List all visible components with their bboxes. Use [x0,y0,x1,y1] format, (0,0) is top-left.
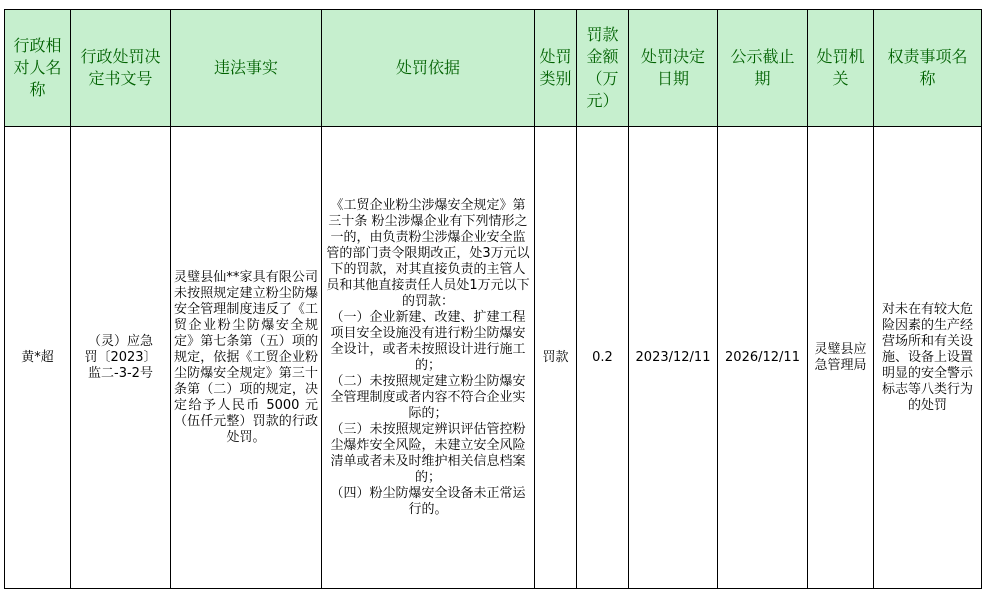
cell-publicity-deadline[interactable] [718,127,808,589]
cell-basis[interactable] [322,127,535,589]
basis-line: （四）粉尘防爆安全设备未正常运行的。 [330,485,526,517]
publicity-deadline: 2026/12/11 [725,349,800,365]
responsibility-matter: 对未在有较大危险因素的生产经营场所和有关设施、设备上设置明显的安全警示标志等八类行为的处罚 [881,301,973,413]
table-row [5,127,982,589]
header-category[interactable]: 处罚类别 [535,10,577,127]
basis-line: （一）企业新建、改建、扩建工程项目安全设施没有进行粉尘防爆安全设计，或者未按照设计进行施工的； [330,309,526,373]
decision-date: 2023/12/11 [635,349,711,365]
penalty-table [4,9,982,589]
header-publicity-deadline[interactable]: 公示截止期 [718,10,808,127]
header-authority[interactable]: 处罚机关 [808,10,874,127]
cell-party[interactable] [5,127,71,589]
header-decision-date[interactable]: 处罚决定日期 [629,10,718,127]
cell-authority[interactable] [808,127,874,589]
header-matter[interactable]: 权责事项名称 [874,10,982,127]
cell-category[interactable] [535,127,577,589]
basis-line: （二）未按照规定建立粉尘防爆安全管理制度或者内容不符合企业实际的； [330,373,526,421]
decision-doc-number: （灵）应急罚〔2023〕监二-3-2号 [84,333,157,381]
cell-doc-no[interactable] [71,127,171,589]
penalty-authority: 灵璧县应急管理局 [814,341,867,373]
header-party[interactable]: 行政相对人名称 [5,10,71,127]
header-basis[interactable]: 处罚依据 [322,10,535,127]
penalty-category: 罚款 [542,349,569,365]
penalty-basis [322,198,534,518]
cell-amount[interactable] [577,127,629,589]
cell-decision-date[interactable] [629,127,718,589]
party-name: 黄*超 [21,349,54,365]
header-amount[interactable]: 罚款金额（万元） [577,10,629,127]
cell-matter[interactable] [874,127,982,589]
basis-line: 《工贸企业粉尘涉爆安全规定》第三十条 粉尘涉爆企业有下列情形之一的，由负责粉尘涉爆企业安全监管的部门责令限期改正，处3万元以下的罚款，对其直接负责的主管人员和其他直接责任人员处1万元以下的罚款： [326,197,530,309]
header-facts[interactable]: 违法事实 [171,10,322,127]
fine-amount: 0.2 [592,349,613,365]
basis-line: （三）未按照规定辨识评估管控粉尘爆炸安全风险，未建立安全风险清单或者未及时维护相关信息档案的； [330,421,526,485]
violation-facts: 灵璧县仙**家具有限公司未按照规定建立粉尘防爆安全管理制度违反了《工贸企业粉尘防爆安全规定》第七条第（五）项的规定，依据《工贸企业粉尘防爆安全规定》第三十条第（二）项的规定，决定给予人民币 5000 元（伍仟元整）罚款的行政处罚。 [174,269,318,445]
cell-facts[interactable] [171,127,322,589]
header-row [5,10,982,127]
top-margin [0,0,989,9]
header-doc-no[interactable]: 行政处罚决定书文号 [71,10,171,127]
